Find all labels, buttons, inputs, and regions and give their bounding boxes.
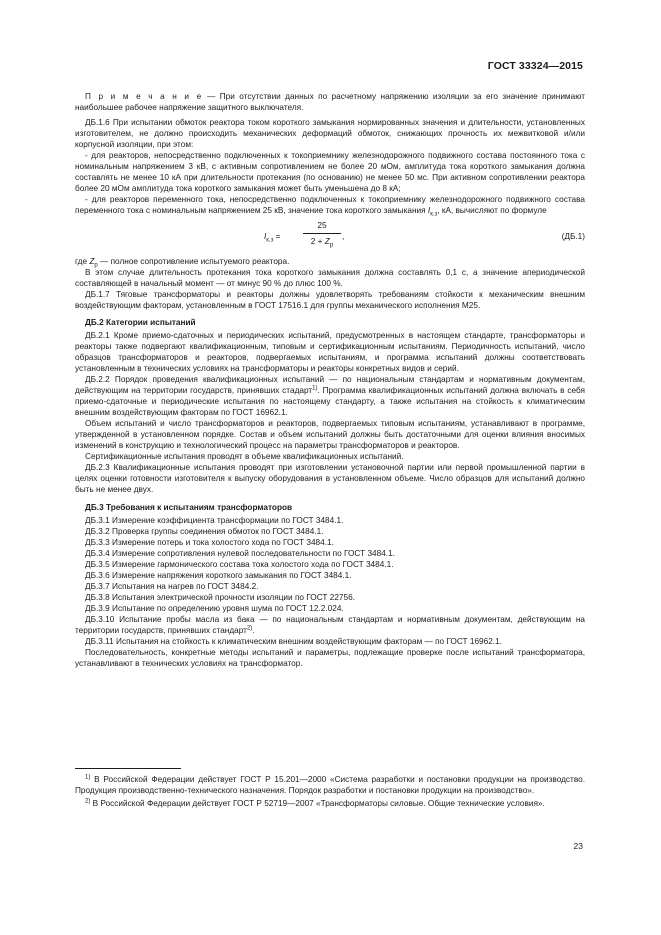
formula-db-1 [75, 220, 585, 254]
footnote-2: $^{2)}$ В Российской Федерации действует ГОСТ Р 52719—2007 «Трансформаторы силовые. Общие технические условия». [85, 798, 545, 809]
note-text: — При отсутствии данных по расчетному напряжению изоляции за его значение принимают наибольшее рабочее напряжение защитного выключателя. [75, 92, 585, 113]
formula-denominator: $2 + Z_p$ [310, 236, 334, 249]
list-item: ДБ.3.3 Измерение потерь и тока холостого хода по ГОСТ 3484.1. [85, 537, 334, 547]
clause-db-1-6-item-ac: - для реакторов переменного тока, непосредственно подключенных к токоприемнику железнодорожного подвижного состава переменного тока с номинальным напряжением 25 кВ, значение тока короткого замыкания $I_{к.з}$, кА, вычисляют по формуле [75, 195, 585, 219]
formula-fraction [303, 220, 341, 247]
list-item: ДБ.3.7 Испытания на нагрев по ГОСТ 3484.2. [85, 581, 259, 591]
clause-db-2-1: ДБ.2.1 Кроме приемо-сдаточных и периодических испытаний, предусмотренных в настоящем стандарте, трансформаторы и реакторы также подвергают квалификационным, типовым и сертификационным испытаниям. Периодичность испытаний, число образцов трансформаторов и реакторов, подвергаемых испытаниям, и программа испытаний должны соответствовать установленным в технических условиях на трансформаторы и реакторы конкретных видов и серий. [75, 330, 585, 373]
clause-db-1-6-item-dc: - для реакторов, непосредственно подключенных к токоприемнику железнодорожного подвижного состава постоянного тока с номинальным напряжением 3 кВ, с активным сопротивлением не более 20 мОм, амплитуда тока короткого замыкания должна составлять не менее 10 кА при длительности протекания (по основанию) не менее 50 мс. При активном сопротивлении реактора более 20 мОм амплитуда тока короткого замыкания может быть уменьшена до 8 кА; [75, 151, 585, 194]
footnote-ref-2[interactable]: 2) [246, 625, 253, 632]
clause-db-2-3: ДБ.2.3 Квалификационные испытания проводят при изготовлении установочной партии или первой промышленной партии в целях оценки готовности изготовителя к выпуску оборудования в установленном объеме. Число образцов для испытаний должно быть не менее двух. [75, 463, 585, 495]
formula-lhs: $I_{к.з}$ = [264, 231, 281, 244]
note-label: П р и м е ч а н и е [85, 92, 203, 101]
section-heading-db-3: ДБ.3 Требования к испытаниям трансформаторов [85, 502, 293, 512]
list-item: ДБ.3.6 Измерение напряжения короткого замыкания по ГОСТ 3484.1. [85, 570, 352, 580]
list-item: ДБ.3.5 Измерение гармонического состава тока холостого хода по ГОСТ 3484.1. [85, 559, 394, 569]
document-body [75, 91, 585, 669]
cert-paragraph: Сертификационные испытания проводят в объеме квалификационных испытаний. [85, 452, 404, 462]
sequence-paragraph: Последовательность, конкретные методы испытаний и параметры, подлежащие проверке после испытаний трансформатора, устанавливают в технических условиях на трансформатор. [75, 648, 585, 669]
footnote-ref-1[interactable]: 1) [312, 385, 318, 392]
document-header: ГОСТ 33324—2015 [487, 60, 583, 72]
formula-tail: , [342, 231, 345, 241]
list-item: ДБ.3.9 Испытание по определению уровня шума по ГОСТ 12.2.024. [85, 603, 344, 613]
footnote-1: $^{1)}$ В Российской Федерации действует ГОСТ Р 15.201—2000 «Система разработки и постановки продукции на производство. Продукция производственно-технического назначения. Порядок разработки и постановки продукции на производство». [75, 774, 585, 796]
volume-paragraph: Объем испытаний и число трансформаторов и реакторов, подвергаемых типовым испытаниям, устанавливают в программе, утвержденной в установленном порядке. Состав и объем испытаний должны быть достаточными для оценки влияния вносимых изменений в конструкцию и технологический процесс на параметры трансформаторов и реакторов. [75, 419, 585, 451]
clause-db-3-10: ДБ.3.10 Испытание пробы масла из бака — по национальным стандартам и нормативным документам, действующим на территории государств, принявших стандарт$^{2)}$. [75, 614, 585, 636]
clause-db-3-11: ДБ.3.11 Испытания на стойкость к климатическим внешним воздействующим факторам — по ГОСТ 16962.1. [85, 637, 502, 647]
duration-paragraph: В этом случае длительность протекания тока короткого замыкания должна составлять 0,1 с, а значение апериодической составляющей в начальный момент — от минус 90 % до плюс 100 %. [75, 267, 585, 288]
clause-db-1-6: ДБ.1.6 При испытании обмоток реактора током короткого замыкания нормированных значения и длительности, установленных изготовителем, не должно происходить механических деформаций обмоток, снижающих прочность их межвитковой и/или корпусной изоляции, при этом: [75, 118, 585, 150]
list-item: ДБ.3.4 Измерение сопротивления нулевой последовательности по ГОСТ 3484.1. [85, 548, 395, 558]
clause-db-2-2: ДБ.2.2 Порядок проведения квалификационных испытаний — по национальным стандартам и нормативным документам, действующим на территории государств, принявших стадарт$^{1)}$. Программа квалификационных испытаний должна включать в себя приемо-сдаточные и периодические испытания по настоящему стандарту, а также испытания на стойкость к климатическим внешним воздействующим факторам по ГОСТ 16962.1. [75, 374, 585, 418]
formula-where: где $Z_p$ — полное сопротивление испытуемого реактора. [75, 256, 290, 269]
page-number: 23 [573, 841, 583, 851]
section-heading-db-2: ДБ.2 Категории испытаний [85, 317, 196, 327]
footnote-divider [75, 768, 181, 769]
formula-numerator: 25 [303, 220, 341, 234]
clause-db-1-7: ДБ.1.7 Тяговые трансформаторы и реакторы должны удовлетворять требованиям стойкости к механическим внешним воздействующим факторам, установленным в ГОСТ 17516.1 для группы механического исполнения М25. [75, 289, 585, 310]
formula-number: (ДБ.1) [561, 231, 585, 241]
list-item: ДБ.3.1 Измерение коэффициента трансформации по ГОСТ 3484.1. [85, 515, 344, 525]
note-paragraph [75, 91, 585, 113]
list-item: ДБ.3.2 Проверка группы соединения обмоток по ГОСТ 3484.1. [85, 526, 324, 536]
footnotes [75, 774, 585, 811]
list-item: ДБ.3.8 Испытания электрической прочности изоляции по ГОСТ 22756. [85, 592, 355, 602]
